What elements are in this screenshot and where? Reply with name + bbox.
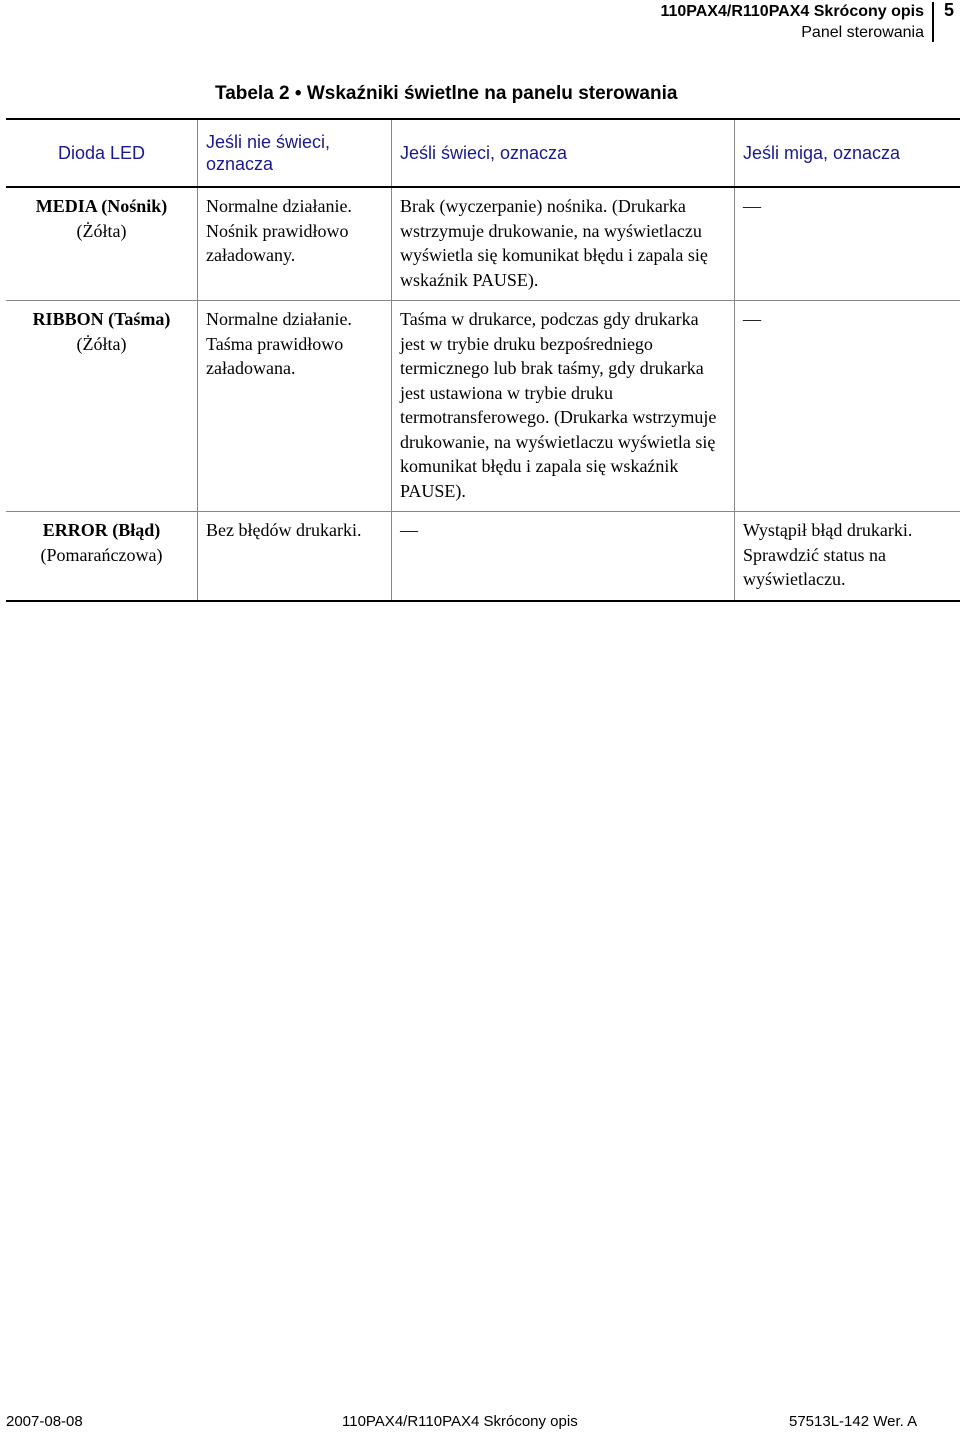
led-name: MEDIA (Nośnik) — [35, 196, 168, 216]
blink-cell: Wystąpił błąd drukarki. Sprawdzić status na wyświetlaczu. — [735, 512, 960, 601]
blink-cell: — — [735, 187, 960, 301]
page-number: 5 — [944, 0, 955, 20]
led-cell — [6, 187, 198, 301]
led-color: (Żółta) — [76, 333, 127, 354]
led-indicator-table — [6, 118, 960, 602]
column-header-on: Jeśli świeci, oznacza — [392, 119, 735, 187]
table-row — [6, 512, 960, 601]
led-color: (Żółta) — [76, 220, 127, 241]
footer-title: 110PAX4/R110PAX4 Skrócony opis — [342, 1413, 578, 1430]
off-cell: Bez błędów drukarki. — [198, 512, 392, 601]
led-cell — [6, 301, 198, 512]
page-header — [660, 0, 924, 43]
on-cell: — — [392, 512, 735, 601]
table-header-row — [6, 119, 960, 187]
table-row — [6, 301, 960, 512]
column-header-off: Jeśli nie świeci, oznacza — [198, 119, 392, 187]
header-section: Panel sterowania — [801, 24, 924, 41]
header-divider — [932, 2, 934, 42]
footer-date: 2007-08-08 — [6, 1413, 83, 1430]
off-cell: Normalne działanie. Taśma prawidłowo załadowana. — [198, 301, 392, 512]
led-color: (Pomarańczowa) — [40, 544, 163, 565]
table-row — [6, 187, 960, 301]
led-name: RIBBON (Taśma) — [32, 309, 171, 329]
footer-doc-id: 57513L-142 Wer. A — [789, 1413, 918, 1430]
led-cell — [6, 512, 198, 601]
on-cell: Taśma w drukarce, podczas gdy drukarka jest w trybie druku bezpośredniego termicznego lub brak taśmy, gdy drukarka jest ustawiona w trybie druku termotransferowego. (Drukarka wstrzymuje drukowanie, na wyświetlaczu wyświetla się komunikat błędu i zapala się wskaźnik PAUSE). — [392, 301, 735, 512]
off-cell: Normalne działanie. Nośnik prawidłowo załadowany. — [198, 187, 392, 301]
column-header-blink: Jeśli miga, oznacza — [735, 119, 960, 187]
on-cell: Brak (wyczerpanie) nośnika. (Drukarka wstrzymuje drukowanie, na wyświetlaczu wyświetla się komunikat błędu i zapala się wskaźnik PAUSE). — [392, 187, 735, 301]
column-header-led: Dioda LED — [6, 119, 198, 187]
table-caption: Tabela 2 • Wskaźniki świetlne na panelu sterowania — [215, 83, 678, 104]
led-name: ERROR (Błąd) — [42, 520, 161, 540]
header-title: 110PAX4/R110PAX4 Skrócony opis — [660, 3, 924, 20]
blink-cell: — — [735, 301, 960, 512]
